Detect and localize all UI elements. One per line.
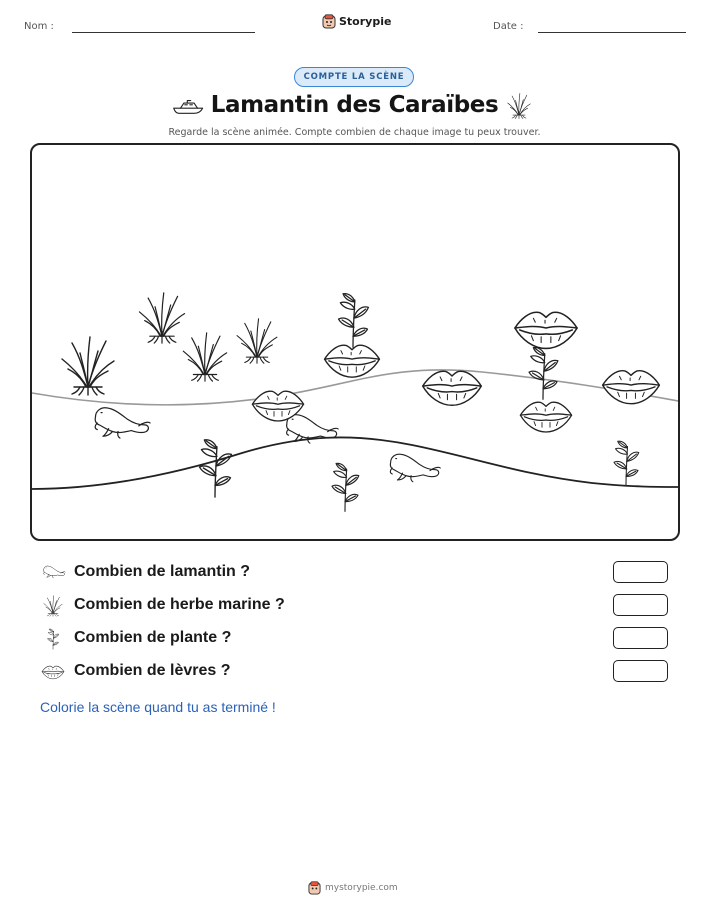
lips-icon (520, 402, 571, 432)
seagrass-icon (40, 595, 66, 617)
date-line[interactable] (538, 32, 686, 33)
name-label: Nom : (24, 21, 54, 32)
site-footer (308, 881, 398, 895)
question-text: Combien de plante ? (74, 629, 232, 646)
lips-icon (325, 345, 380, 377)
brand-logo (322, 14, 391, 29)
plant-icon (529, 347, 558, 399)
page-title: Lamantin des Caraïbes (210, 92, 499, 118)
answer-box[interactable] (613, 594, 668, 616)
scene-frame (30, 143, 680, 541)
lips-icon (252, 391, 303, 421)
seagrass-icon (62, 337, 114, 395)
scene-drawing (32, 145, 678, 539)
name-line[interactable] (72, 32, 255, 33)
question-text: Combien de lèvres ? (74, 662, 231, 679)
plant-icon (339, 294, 369, 348)
category-badge: COMPTE LA SCÈNE (294, 67, 414, 87)
lips-icon (603, 371, 660, 404)
question-text: Combien de herbe marine ? (74, 596, 285, 613)
instructions: Regarde la scène animée. Compte combien de chaque image tu peux trouver. (168, 127, 541, 138)
seagrass-icon (139, 293, 184, 343)
manatee-icon (390, 454, 440, 482)
seagrass-icon (183, 333, 226, 381)
brand-name: Storypie (339, 15, 392, 28)
lips-icon (515, 312, 577, 348)
answer-box[interactable] (613, 627, 668, 649)
question-row (40, 594, 680, 618)
question-text: Combien de lamantin ? (74, 563, 251, 580)
storypie-logo-icon (322, 14, 336, 29)
answer-box[interactable] (613, 660, 668, 682)
manatee-icon (40, 562, 66, 584)
coloring-instruction: Colorie la scène quand tu as terminé ! (40, 699, 276, 715)
answer-box[interactable] (613, 561, 668, 583)
plant-icon (40, 628, 66, 650)
manatee-icon (95, 408, 150, 438)
plant-icon (332, 463, 359, 511)
site-url[interactable]: mystorypie.com (325, 883, 398, 893)
lips-icon (423, 371, 482, 405)
question-row (40, 660, 680, 684)
seagrass-icon (506, 92, 532, 120)
question-row (40, 627, 680, 651)
plant-icon (614, 441, 639, 485)
storypie-logo-icon (308, 881, 321, 895)
plant-icon (200, 440, 232, 497)
seagrass-icon (237, 319, 277, 363)
date-label: Date : (493, 21, 524, 32)
lips-icon (40, 661, 66, 683)
question-row (40, 561, 680, 585)
